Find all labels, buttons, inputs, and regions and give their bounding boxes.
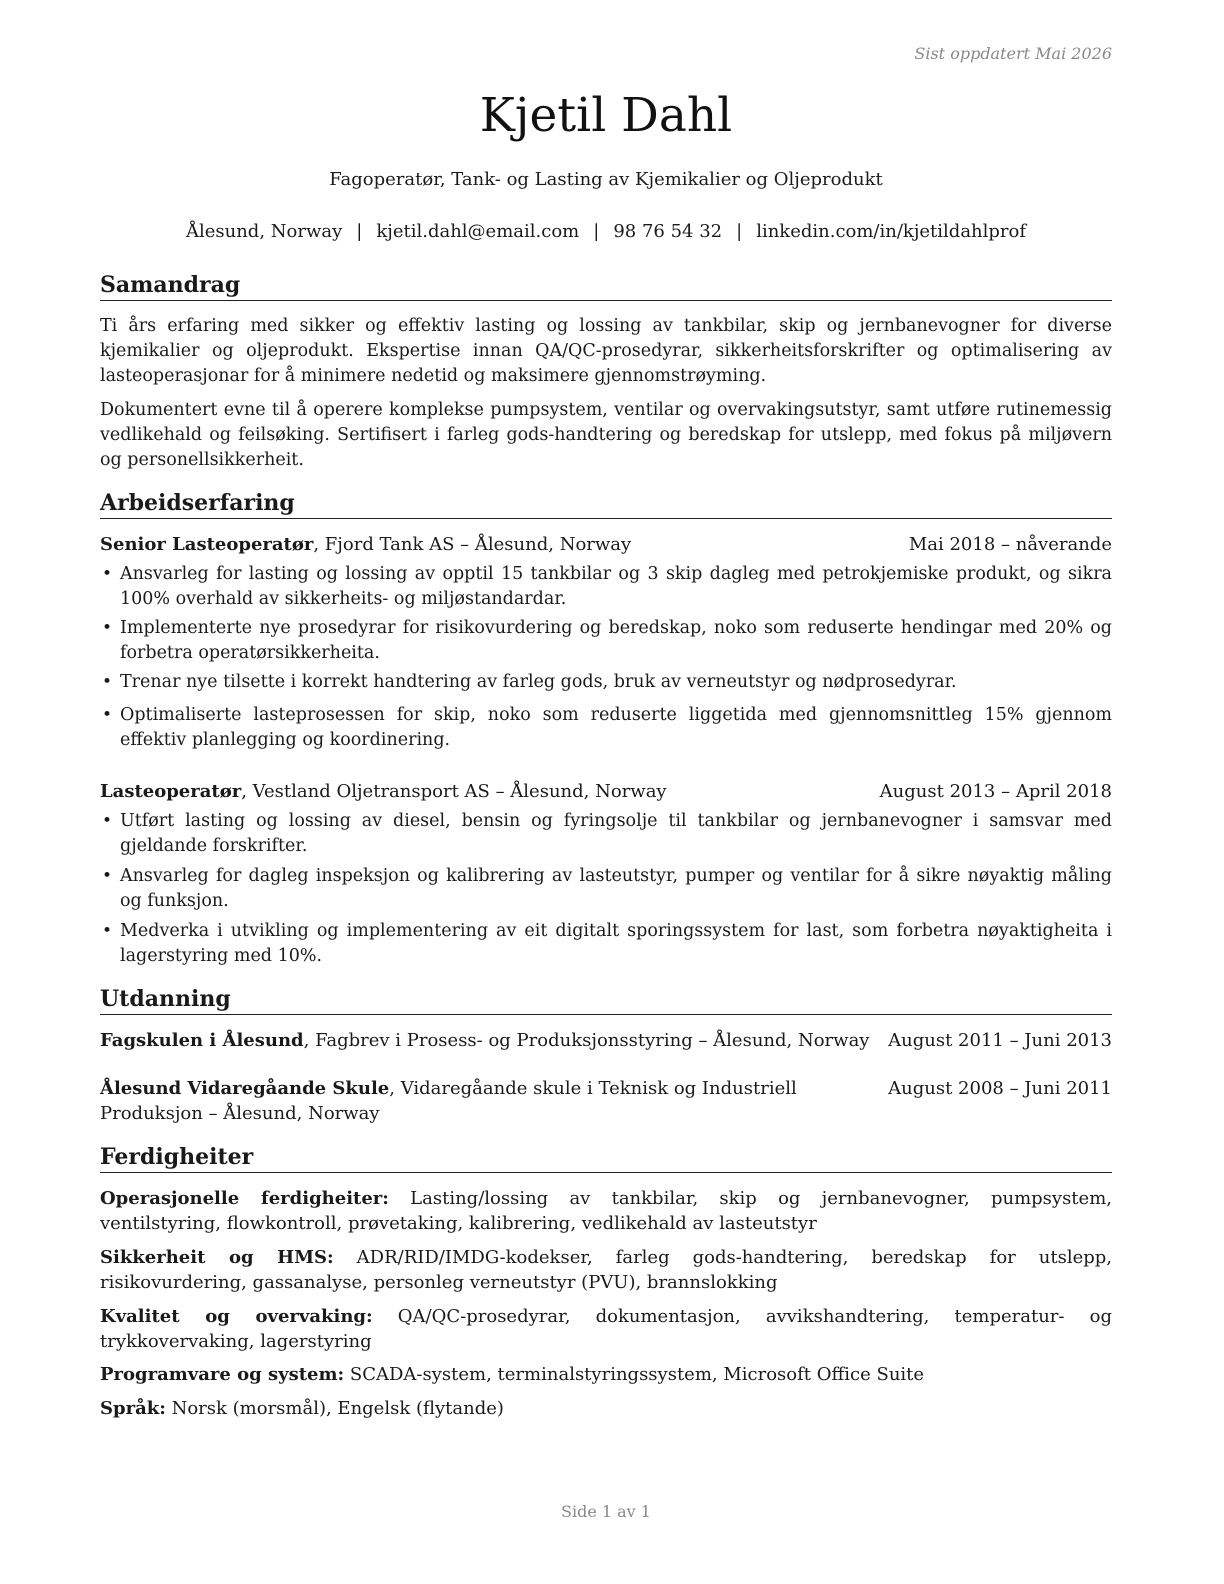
contact-separator: | bbox=[736, 221, 743, 242]
page-number: Side 1 av 1 bbox=[561, 1502, 651, 1521]
list-item bbox=[100, 703, 1112, 753]
bullet-icon: • bbox=[102, 811, 113, 831]
list-item bbox=[100, 616, 1112, 666]
bullet-icon: • bbox=[102, 866, 113, 886]
skill-group bbox=[100, 1362, 1112, 1387]
skill-label: Sikkerheit og HMS: bbox=[100, 1247, 334, 1268]
bullet-icon: • bbox=[102, 564, 113, 584]
section-heading-experience: Arbeidserfaring bbox=[100, 489, 1112, 519]
contact-phone: 98 76 54 32 bbox=[613, 221, 723, 242]
education-dates: August 2008 – Juni 2011 bbox=[888, 1078, 1112, 1099]
job-title-line bbox=[100, 779, 880, 804]
list-item bbox=[100, 864, 1112, 914]
bullet-text: Optimaliserte lasteprosessen for skip, noko som reduserte liggetida med gjennomsnittleg 15% gjennom effektiv planlegging og koordinering. bbox=[120, 705, 1112, 750]
list-item bbox=[100, 562, 1112, 612]
school-name: Fagskulen i Ålesund bbox=[100, 1030, 304, 1051]
skill-text: Lasting/lossing av tankbilar, skip og jernbanevogner, pumpsystem, ventilstyring, flowkontroll, prøvetaking, kalibrering, vedlikehald av lasteutstyr bbox=[100, 1188, 1112, 1234]
contact-email[interactable]: kjetil.dahl@email.com bbox=[376, 221, 580, 242]
person-name: Kjetil Dahl bbox=[479, 88, 733, 143]
bullet-icon: • bbox=[102, 705, 113, 725]
skill-group bbox=[100, 1186, 1112, 1236]
skill-label: Språk: bbox=[100, 1398, 166, 1419]
bullet-icon: • bbox=[102, 921, 113, 941]
contact-linkedin[interactable]: linkedin.com/in/kjetildahlprof bbox=[756, 221, 1027, 242]
job-dates: August 2013 – April 2018 bbox=[879, 781, 1112, 802]
education-title-line bbox=[100, 1076, 888, 1126]
job-title: Fagoperatør, Tank- og Lasting av Kjemikalier og Oljeprodukt bbox=[329, 169, 883, 190]
skill-group bbox=[100, 1304, 1112, 1354]
school-name: Ålesund Vidaregåande Skule bbox=[100, 1078, 390, 1099]
contact-location: Ålesund, Norway bbox=[185, 221, 343, 242]
job-company: , Fjord Tank AS – Ålesund, Norway bbox=[313, 534, 632, 555]
summary-paragraph: Ti års erfaring med sikker og effektiv lasting og lossing av tankbilar, skip og jernbanevogner for diverse kjemikalier og oljeprodukt. Ekspertise innan QA/QC-prosedyrar, sikkerheitsforskrifter og optimalisering av lasteoperasjonar for å minimere nedetid og maksimere gjennomstrøyming. bbox=[100, 316, 1112, 386]
skill-text: Norsk (morsmål), Engelsk (flytande) bbox=[165, 1398, 504, 1419]
job-dates: Mai 2018 – nåverande bbox=[908, 534, 1112, 555]
job-header bbox=[100, 779, 1112, 804]
job-title-line bbox=[100, 532, 909, 557]
education-details: , Vidaregåande skule i Teknisk og Industriell Produksjon – Ålesund, Norway bbox=[100, 1078, 797, 1124]
contact-separator: | bbox=[593, 221, 600, 242]
skill-text: ADR/RID/IMDG-kodekser, farleg gods-handtering, beredskap for utslepp, risikovurdering, gassanalyse, personleg verneutstyr (PVU), brannslokking bbox=[100, 1247, 1113, 1293]
job-bullets bbox=[100, 809, 1112, 969]
list-item bbox=[100, 809, 1112, 859]
section-heading-skills: Ferdigheiter bbox=[100, 1143, 1112, 1173]
bullet-text: Ansvarleg for lasting og lossing av opptil 15 tankbilar og 3 skip dagleg med petrokjemiske produkt, og sikra 100% overhald av sikkerheits- og miljøstandardar. bbox=[120, 564, 1112, 609]
skill-label: Operasjonelle ferdigheiter: bbox=[100, 1188, 389, 1209]
education-title-line bbox=[100, 1028, 888, 1053]
bullet-text: Utført lasting og lossing av diesel, bensin og fyringsolje til tankbilar og jernbanevogner i samsvar med gjeldande forskrifter. bbox=[120, 811, 1112, 856]
list-item bbox=[100, 670, 1112, 695]
summary-paragraph: Dokumentert evne til å operere komplekse pumpsystem, ventilar og overvakingsutstyr, samt utføre rutinemessig vedlikehald og feilsøking. Sertifisert i farleg gods-handtering og beredskap for utslepp, med fokus på miljøvern og personellsikkerheit. bbox=[100, 400, 1112, 470]
skill-group bbox=[100, 1245, 1112, 1295]
bullet-icon: • bbox=[102, 672, 113, 692]
skill-label: Kvalitet og overvaking: bbox=[100, 1306, 373, 1327]
job-company: , Vestland Oljetransport AS – Ålesund, Norway bbox=[241, 781, 667, 802]
section-heading-education: Utdanning bbox=[100, 985, 1112, 1015]
bullet-text: Ansvarleg for dagleg inspeksjon og kalibrering av lasteutstyr, pumper og ventilar for å sikre nøyaktig måling og funksjon. bbox=[120, 866, 1112, 911]
contact-separator: | bbox=[356, 221, 363, 242]
education-entry bbox=[100, 1076, 1112, 1126]
education-dates: August 2011 – Juni 2013 bbox=[888, 1030, 1112, 1051]
skill-text: SCADA-system, terminalstyringssystem, Microsoft Office Suite bbox=[344, 1364, 925, 1385]
job-role: Lasteoperatør bbox=[100, 781, 242, 802]
job-header bbox=[100, 532, 1112, 557]
list-item bbox=[100, 919, 1112, 969]
job-bullets bbox=[100, 562, 1112, 753]
job-role: Senior Lasteoperatør bbox=[100, 534, 314, 555]
last-updated: Sist oppdatert Mai 2026 bbox=[914, 44, 1112, 63]
skill-text: QA/QC-prosedyrar, dokumentasjon, avvikshandtering, temperatur- og trykkovervaking, lagerstyring bbox=[100, 1306, 1112, 1352]
skill-group bbox=[100, 1396, 1112, 1421]
bullet-text: Implementerte nye prosedyrar for risikovurdering og beredskap, noko som reduserte hendingar med 20% og forbetra operatørsikkerheita. bbox=[120, 618, 1112, 663]
education-entry bbox=[100, 1028, 1112, 1053]
contact-line bbox=[100, 220, 1112, 244]
bullet-text: Trenar nye tilsette i korrekt handtering av farleg gods, bruk av verneutstyr og nødprosedyrar. bbox=[120, 672, 957, 692]
bullet-text: Medverka i utvikling og implementering av eit digitalt sporingssystem for last, som forbetra nøyaktigheita i lagerstyring med 10%. bbox=[120, 921, 1112, 966]
bullet-icon: • bbox=[102, 618, 113, 638]
education-details: , Fagbrev i Prosess- og Produksjonsstyring – Ålesund, Norway bbox=[303, 1030, 870, 1051]
skill-label: Programvare og system: bbox=[100, 1364, 345, 1385]
resume-page bbox=[100, 0, 1112, 1584]
section-heading-summary: Samandrag bbox=[100, 271, 1112, 301]
